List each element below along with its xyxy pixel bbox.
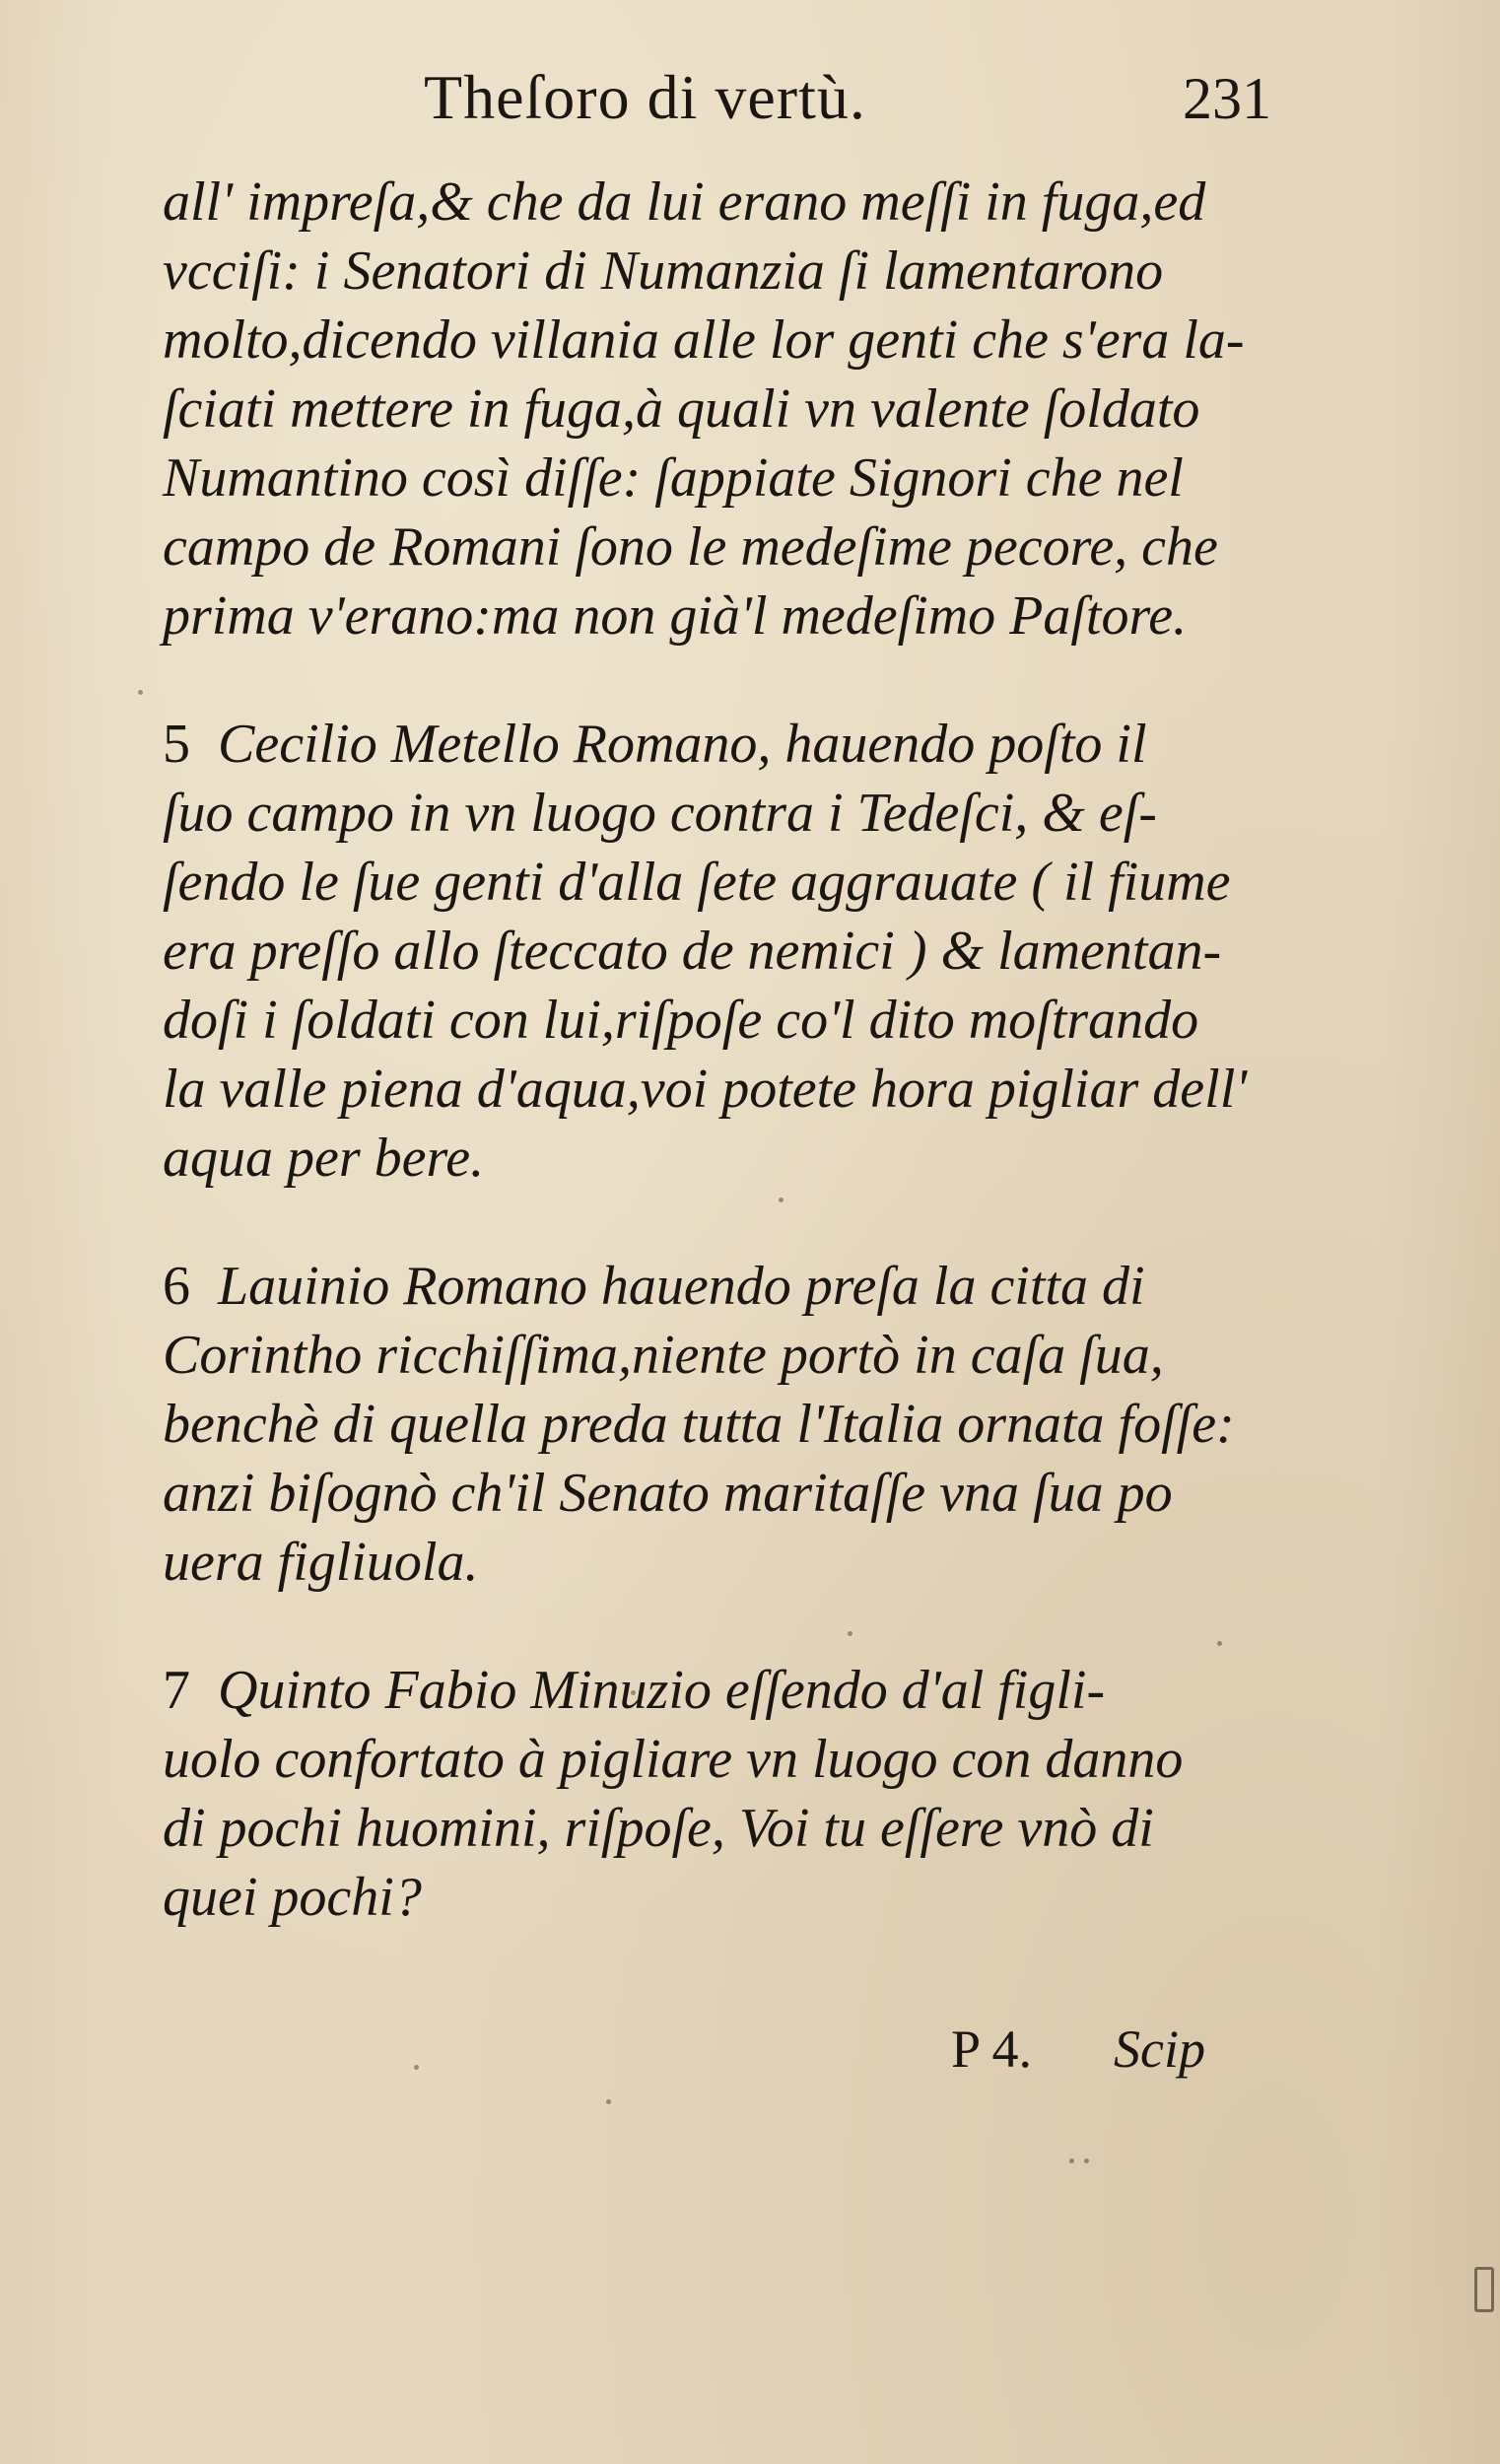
- paragraph-7: [163, 1656, 1271, 1932]
- page-header: [424, 61, 1271, 150]
- running-title: Theſoro di vertù.: [424, 62, 866, 132]
- text-line: Numantino così diſſe: ſappiate Signori che nel: [163, 447, 1184, 509]
- text-line: uera figliuola.: [163, 1532, 479, 1593]
- paper-speck: [1069, 2158, 1074, 2163]
- text-line: di pochi huomini, riſpoſe, Voi tu eſſere vnò di: [163, 1798, 1154, 1859]
- catchword: Scip: [1114, 2019, 1205, 2079]
- paragraph-continued: [163, 168, 1271, 650]
- text-line: all' impreſa,& che da lui erano meſſi in fuga,ed: [163, 171, 1206, 233]
- signature-mark: P 4.: [951, 2019, 1033, 2079]
- page-footer: [163, 2019, 1271, 2097]
- text-line: era preſſo allo ſteccato de nemici ) & lamentan-: [163, 921, 1222, 982]
- text-line: prima v'erano:ma non già'l medeſimo Paſtore.: [163, 585, 1188, 647]
- paragraph-5: [163, 710, 1271, 1193]
- text-line: [163, 1252, 1271, 1321]
- paper-speck: [779, 1198, 784, 1202]
- paper-speck: [631, 1690, 636, 1695]
- text-line-content: Cecilio Metello Romano, hauendo poſto il: [218, 714, 1147, 775]
- paper-speck: [848, 1631, 852, 1636]
- paper-speck: [138, 690, 143, 695]
- body-text: [163, 168, 1271, 1932]
- text-line: aqua per bere.: [163, 1128, 485, 1189]
- text-line: molto,dicendo villania alle lor genti che s'era la-: [163, 309, 1245, 371]
- text-line: [163, 1656, 1271, 1725]
- paper-speck: [606, 2099, 611, 2104]
- paragraph-number: 7: [163, 1660, 190, 1721]
- page-edge-mark: [1474, 2267, 1494, 2312]
- text-line: la valle piena d'aqua,voi potete hora pigliar dell': [163, 1059, 1248, 1120]
- text-line: vcciſi: i Senatori di Numanzia ſi lamentarono: [163, 240, 1164, 302]
- text-line: uolo confortato à pigliare vn luogo con danno: [163, 1729, 1184, 1790]
- text-line: ſendo le ſue genti d'alla ſete aggrauate ( il fiume: [163, 852, 1231, 913]
- text-line: [163, 710, 1271, 779]
- text-line: ſciati mettere in fuga,à quali vn valente ſoldato: [163, 378, 1200, 440]
- text-line-content: Quinto Fabio Minuzio eſſendo d'al figli-: [218, 1660, 1106, 1721]
- paragraph-6: [163, 1252, 1271, 1597]
- page-number: 231: [1183, 66, 1271, 131]
- text-line: doſi i ſoldati con lui,riſpoſe co'l dito moſtrando: [163, 990, 1199, 1051]
- text-line: benchè di quella preda tutta l'Italia ornata foſſe:: [163, 1394, 1235, 1455]
- text-line: ſuo campo in vn luogo contra i Tedeſci, & eſ-: [163, 783, 1157, 844]
- paper-speck: [414, 2065, 419, 2070]
- paper-speck: [1217, 1641, 1222, 1646]
- text-line-content: Lauinio Romano hauendo preſa la citta di: [218, 1256, 1145, 1317]
- paragraph-number: 5: [163, 714, 190, 775]
- text-line: anzi biſognò ch'il Senato maritaſſe vna ſua po: [163, 1463, 1173, 1524]
- paper-speck: [1084, 2158, 1089, 2163]
- text-line: Corintho ricchiſſima,niente portò in caſa ſua,: [163, 1325, 1164, 1386]
- text-line: quei pochi?: [163, 1867, 422, 1928]
- paragraph-number: 6: [163, 1256, 190, 1317]
- text-line: campo de Romani ſono le medeſime pecore, che: [163, 516, 1218, 578]
